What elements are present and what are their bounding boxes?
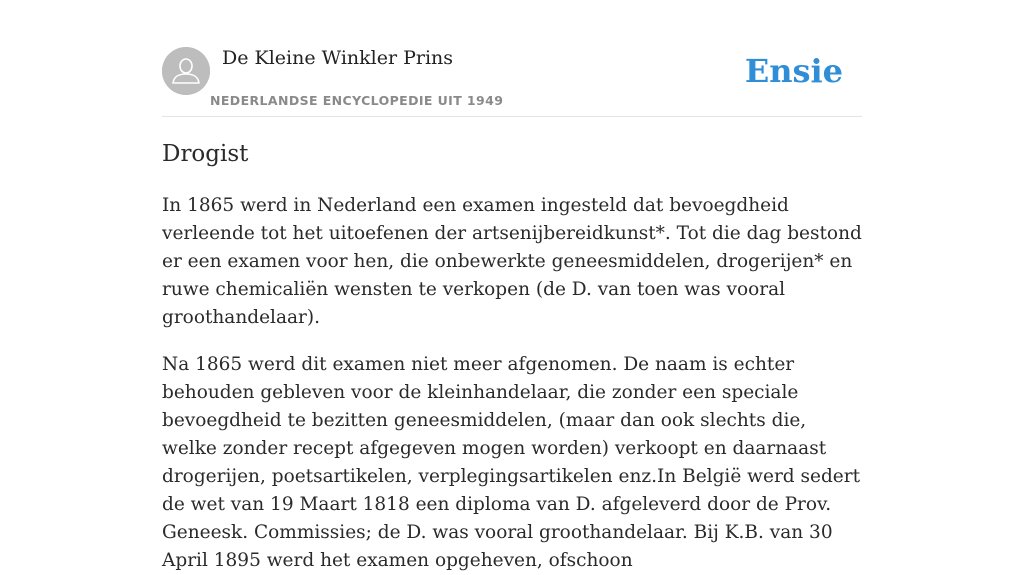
- article: [162, 138, 862, 575]
- brand-logo[interactable]: Ensie: [744, 52, 843, 90]
- article-paragraph: In 1865 werd in Nederland een examen ingesteld dat bevoegdheid verleende tot het uitoefenen der artsenijbereidkunst*. Tot die dag bestond er een examen voor hen, die onbewerkte geneesmiddelen, drogerijen* en ruwe chemicaliën wensten te verkopen (de D. van toen was vooral groothandelaar).: [162, 195, 862, 328]
- article-title: Drogist: [162, 141, 249, 167]
- source-subtitle: NEDERLANDSE ENCYCLOPEDIE UIT 1949: [210, 93, 504, 108]
- source-title[interactable]: De Kleine Winkler Prins: [222, 47, 454, 69]
- source-header: [162, 46, 862, 117]
- article-paragraph: Na 1865 werd dit examen niet meer afgenomen. De naam is echter behouden gebleven voor de kleinhandelaar, die zonder een speciale bevoegdheid te bezitten geneesmiddelen, (maar dan ook slechts die, welke zonder recept afgegeven mogen worden) verkoopt en daarnaast drogerijen, poetsartikelen, verplegingsartikelen enz.In België werd sedert de wet van 19 Maart 1818 een diploma van D. afgeleverd door de Prov. Geneesk. Commissies; de D. was vooral groothandelaar. Bij K.B. van 30 April 1895 werd het examen opgeheven, ofschoon: [162, 354, 861, 571]
- user-avatar-icon[interactable]: [162, 47, 210, 95]
